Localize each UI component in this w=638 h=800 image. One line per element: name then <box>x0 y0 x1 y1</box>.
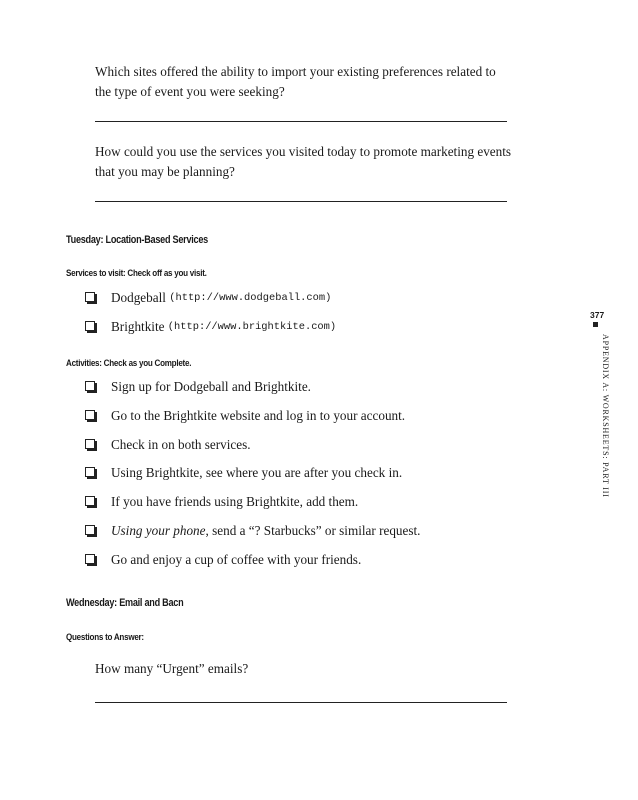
activity-item[interactable] <box>85 407 405 425</box>
activity-item[interactable] <box>85 551 361 569</box>
answer-line[interactable] <box>95 702 507 703</box>
question-import-preferences: Which sites offered the ability to import your existing preferences related to the type of event you were seeking? <box>95 64 496 99</box>
service-item-brightkite[interactable] <box>85 318 336 336</box>
answer-line[interactable] <box>95 201 507 202</box>
square-bullet-icon <box>593 322 598 327</box>
service-name: Brightkite <box>111 319 165 334</box>
questions-heading: Questions to Answer: <box>66 631 144 642</box>
checkbox-icon[interactable] <box>85 496 95 506</box>
service-url[interactable]: (http://www.brightkite.com) <box>167 321 337 333</box>
activity-text: Check in on both services. <box>111 437 251 452</box>
checkbox-icon[interactable] <box>85 292 95 302</box>
page-number: 377 <box>590 310 605 320</box>
activity-text: Sign up for Dodgeball and Brightkite. <box>111 379 311 394</box>
answer-line[interactable] <box>95 121 507 122</box>
service-name: Dodgeball <box>111 290 166 305</box>
checkbox-icon[interactable] <box>85 554 95 564</box>
activity-item[interactable] <box>85 522 420 540</box>
section-heading-wednesday: Wednesday: Email and Bacn <box>66 597 184 609</box>
question-promote-events: How could you use the services you visited today to promote marketing events that you may be planning? <box>95 144 512 179</box>
checkbox-icon[interactable] <box>85 321 95 331</box>
service-item-dodgeball[interactable] <box>85 289 331 307</box>
activity-text: Using Brightkite, see where you are after you check in. <box>111 465 403 480</box>
activity-item[interactable] <box>85 436 251 454</box>
section-heading-tuesday: Tuesday: Location-Based Services <box>66 234 208 246</box>
activity-text: If you have friends using Brightkite, add them. <box>111 494 359 509</box>
activity-text-emphasis: Using your phone <box>111 523 206 538</box>
checkbox-icon[interactable] <box>85 467 95 477</box>
services-heading: Services to visit: Check off as you visit. <box>66 267 207 278</box>
service-url[interactable]: (http://www.dodgeball.com) <box>169 292 332 304</box>
checkbox-icon[interactable] <box>85 525 95 535</box>
checkbox-icon[interactable] <box>85 439 95 449</box>
question-urgent-emails: How many “Urgent” emails? <box>95 661 249 676</box>
activity-item[interactable] <box>85 493 358 511</box>
activity-item[interactable] <box>85 378 311 396</box>
activity-item[interactable] <box>85 464 402 482</box>
checkbox-icon[interactable] <box>85 410 95 420</box>
activity-text: , send a “? Starbucks” or similar request. <box>205 523 421 538</box>
activities-heading: Activities: Check as you Complete. <box>66 357 192 368</box>
activity-text: Go and enjoy a cup of coffee with your friends. <box>111 552 362 567</box>
checkbox-icon[interactable] <box>85 381 95 391</box>
running-head: APPENDIX A: WORKSHEETS: PART III <box>601 334 610 498</box>
activity-text: Go to the Brightkite website and log in to your account. <box>111 408 406 423</box>
